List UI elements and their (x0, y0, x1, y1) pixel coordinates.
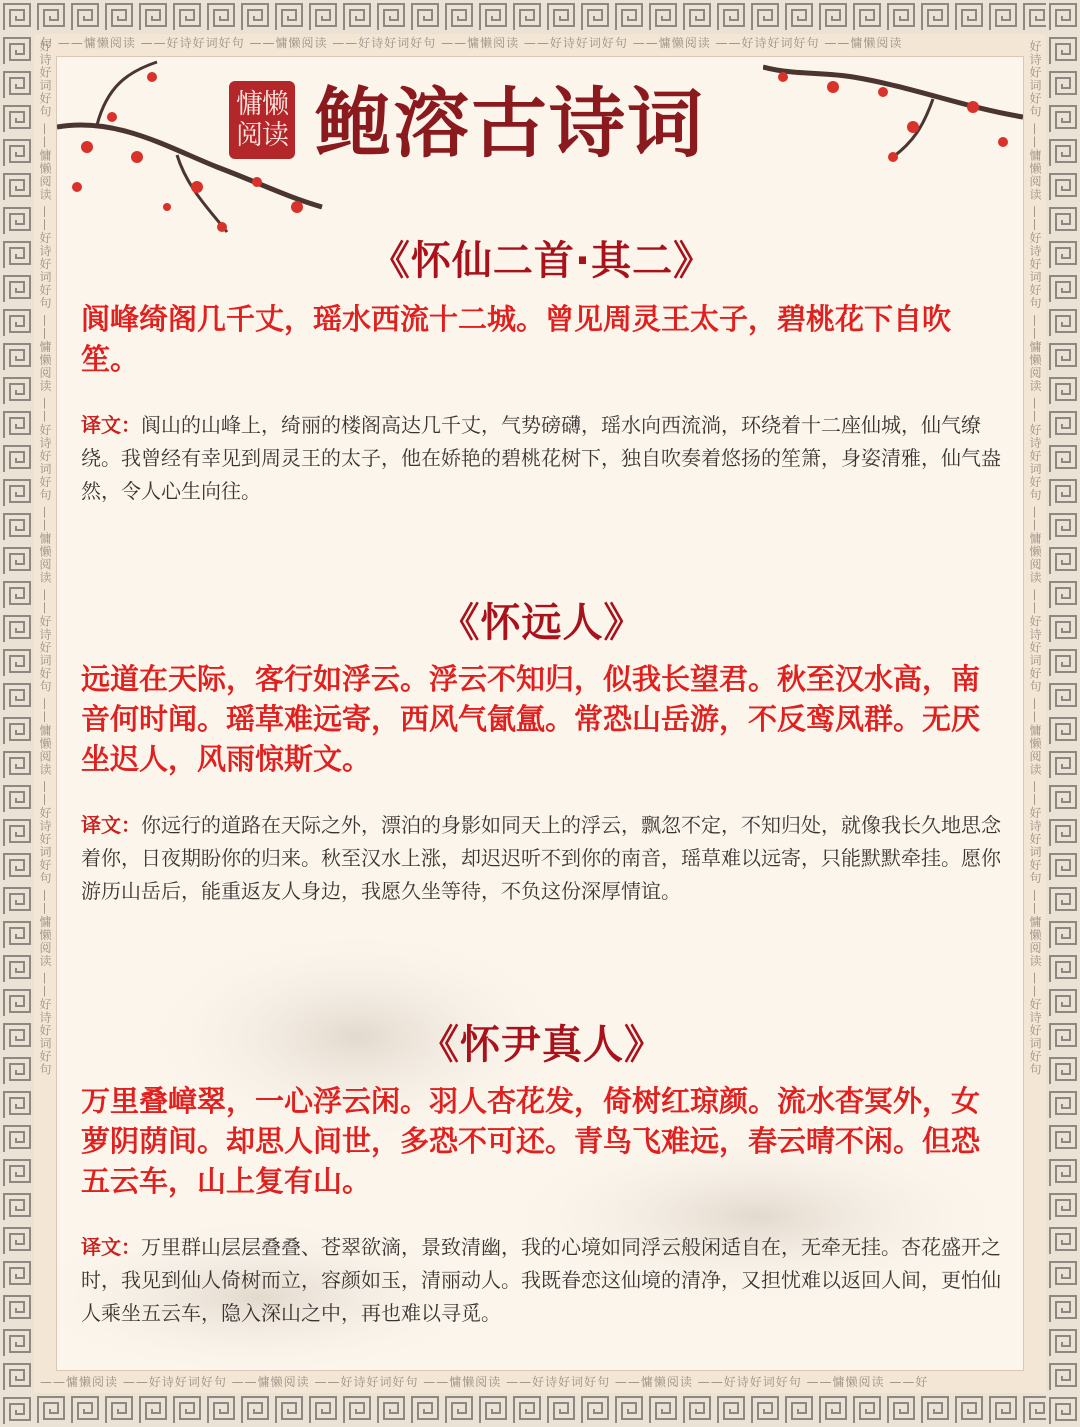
translation-text: 万里群山层层叠叠、苍翠欲滴，景致清幽，我的心境如同浮云般闲适自在，无牵无挂。杏花盛开之时，我见到仙人倚树而立，容颜如玉，清丽动人。我既眷恋这仙境的清净，又担忧难以返回人间，更怕仙人乘坐五云车，隐入深山之中，再也难以寻觅。 (81, 1235, 1001, 1325)
watermark-left: 好诗好词好句 ——慵懒阅读 ——好诗好词好句 ——慵懒阅读 ——好诗好词好句 ——慵懒阅读 ——好诗好词好句 ——慵懒阅读 ——好诗好词好句 ——慵懒阅读 ——好诗好词好句 (38, 40, 52, 1077)
watermark-top: 句 ——慵懒阅读 ——好诗好词好句 ——慵懒阅读 ——好诗好词好句 ——慵懒阅读 ——好诗好词好句 ——慵懒阅读 ——好诗好词好句 ——慵懒阅读 (40, 36, 903, 50)
plum-branch-right (763, 57, 1023, 177)
poem-translation (81, 1231, 1003, 1330)
poem-title: 《怀远人》 (439, 600, 645, 646)
border-pattern-top (0, 0, 1080, 34)
translation-text: 阆山的山峰上，绮丽的楼阁高达几千丈，气势磅礴，瑶水向西流淌，环绕着十二座仙城，仙气缭绕。我曾经有幸见到周灵王的太子，他在娇艳的碧桃花树下，独自吹奏着悠扬的笙箫，身姿清雅，仙气盎然，令人心生向往。 (81, 413, 1001, 503)
poem-section (81, 235, 1003, 508)
border-pattern-bottom (0, 1393, 1080, 1427)
translation-label: 译文： (81, 813, 141, 837)
poem-translation (81, 409, 1003, 508)
translation-text: 你远行的道路在天际之外，漂泊的身影如同天上的浮云，飘忽不定，不知归处，就像我长久地思念着你，日夜期盼你的归来。秋至汉水上涨，却迟迟听不到你的南音，瑶草难以远寄，只能默默牵挂。愿你游历山岳后，能重返友人身边，我愿久坐等待，不负这份深厚情谊。 (81, 813, 1001, 903)
watermark-bottom: ——慵懒阅读 ——好诗好词好句 ——慵懒阅读 ——好诗好词好句 ——慵懒阅读 ——好诗好词好句 ——慵懒阅读 ——好诗好词好句 ——慵懒阅读 ——好 (40, 1375, 929, 1389)
brand-seal (229, 81, 295, 159)
poem-title: 《怀仙二首·其二》 (369, 238, 715, 284)
border-pattern-left (0, 0, 34, 1427)
poem-section (81, 1019, 1003, 1330)
poem-text: 远道在天际，客行如浮云。浮云不知归，似我长望君。秋至汉水高，南音何时闻。瑶草难远寄，西风气氤氲。常恐山岳游，不反鸾凤群。无厌坐迟人，风雨惊斯文。 (81, 662, 981, 776)
brand-seal-text: 慵懒阅读 (236, 89, 288, 151)
watermark-right: 好诗好词好句 ——慵懒阅读 ——好诗好词好句 ——慵懒阅读 ——好诗好词好句 ——慵懒阅读 ——好诗好词好句 ——慵懒阅读 ——好诗好词好句 ——慵懒阅读 ——好诗好词好句 (1028, 40, 1042, 1077)
poem-translation (81, 809, 1003, 908)
poem-section (81, 597, 1003, 908)
page-title: 鲍溶古诗词 (315, 79, 705, 168)
poem-text: 阆峰绮阁几千丈，瑶水西流十二城。曾见周灵王太子，碧桃花下自吹笙。 (81, 302, 952, 376)
poem-title: 《怀尹真人》 (419, 1022, 665, 1068)
translation-label: 译文： (81, 1235, 141, 1259)
translation-label: 译文： (81, 413, 141, 437)
content-panel (56, 56, 1024, 1371)
border-pattern-right (1046, 0, 1080, 1427)
poem-text: 万里叠嶂翠，一心浮云闲。羽人杏花发，倚树红琼颜。流水杳冥外，女萝阴荫间。却思人间世，多恐不可还。青鸟飞难远，春云晴不闲。但恐五云车，山上复有山。 (81, 1084, 981, 1198)
